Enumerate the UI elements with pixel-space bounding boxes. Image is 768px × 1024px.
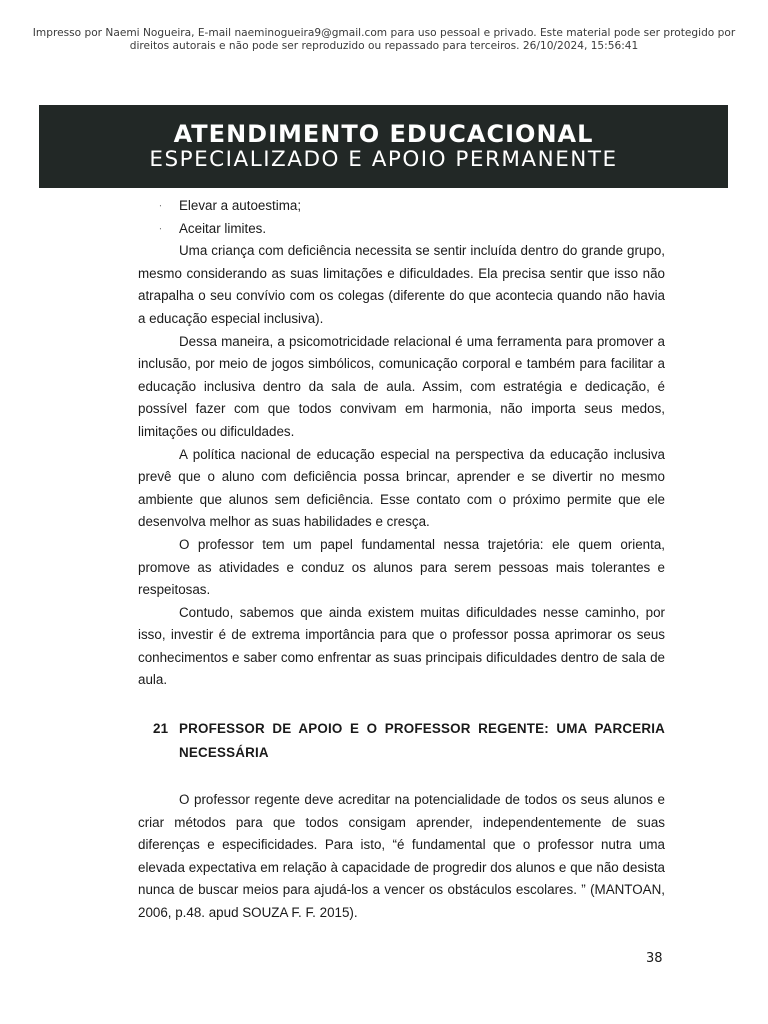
list-item-text: Aceitar limites. <box>179 220 267 236</box>
bullet-icon: ‧ <box>159 201 162 211</box>
list-item <box>138 195 665 218</box>
paragraph: Contudo, sabemos que ainda existem muitas dificuldades nesse caminho, por isso, investir é de extrema importância para que o professor possa aprimorar os seus conhecimentos e saber como enfrentar as suas principais dificuldades dentro de sala de aula. <box>138 604 665 688</box>
watermark-line-2: direitos autorais e não pode ser reproduzido ou repassado para terceiros. 26/10/2024, 15:56:41 <box>129 40 639 52</box>
paragraph: Dessa maneira, a psicomotricidade relacional é uma ferramenta para promover a inclusão, por meio de jogos simbólicos, comunicação corporal e também para facilitar a educação inclusiva dentro da sala de aula. Assim, com estratégia e dedicação, é possível fazer com que todos convivam em harmonia, não importa seus medos, limitações ou dificuldades. <box>138 333 665 439</box>
banner-title: ATENDIMENTO EDUCACIONAL <box>173 119 594 148</box>
bullet-icon: ‧ <box>159 223 162 234</box>
document-body <box>138 195 665 925</box>
section-title: PROFESSOR DE APOIO E O PROFESSOR REGENTE: UMA PARCERIA NECESSÁRIA <box>179 721 665 761</box>
section-heading <box>138 717 665 765</box>
watermark-notice <box>20 27 748 53</box>
paragraph: Uma criança com deficiência necessita se sentir incluída dentro do grande grupo, mesmo considerando as suas limitações e dificuldades. Ela precisa sentir que isso não atrapalha o seu convívio com os colegas (diferente do que acontecia quando não havia a educação especial inclusiva). <box>138 243 665 326</box>
list-item-text: Elevar a autoestima; <box>179 198 302 213</box>
watermark-line-1: Impresso por Naemi Nogueira, E-mail naeminogueira9@gmail.com para uso pessoal e privado. Este material pode ser protegido por <box>32 27 736 39</box>
chapter-banner <box>39 105 728 188</box>
paragraph: O professor tem um papel fundamental nessa trajetória: ele quem orienta, promove as atividades e conduz os alunos para serem pessoas mais tolerantes e respeitosas. <box>138 536 665 598</box>
section-number: 21 <box>153 721 169 737</box>
paragraph: O professor regente deve acreditar na potencialidade de todos os seus alunos e criar métodos para que todos consigam aprender, independentemente de suas diferenças e especificidades. Para isto, “é fundamental que o professor nutra uma elevada expectativa em relação à capacidade de progredir dos alunos e que não desista nunca de buscar meios para ajudá-los a vencer os obstáculos escolares. ” (MANTOAN, 2006, p.48. apud SOUZA F. F. 2015). <box>138 792 665 921</box>
list-item <box>138 218 665 241</box>
paragraph: A política nacional de educação especial na perspectiva da educação inclusiva prevê que o aluno com deficiência possa brincar, aprender e se divertir no mesmo ambiente que alunos sem deficiência. Esse contato com o próximo permite que ele desenvolva melhor as suas habilidades e cresça. <box>138 446 665 530</box>
banner-subtitle: ESPECIALIZADO E APOIO PERMANENTE <box>149 146 618 172</box>
page-number: 38 <box>646 951 663 966</box>
